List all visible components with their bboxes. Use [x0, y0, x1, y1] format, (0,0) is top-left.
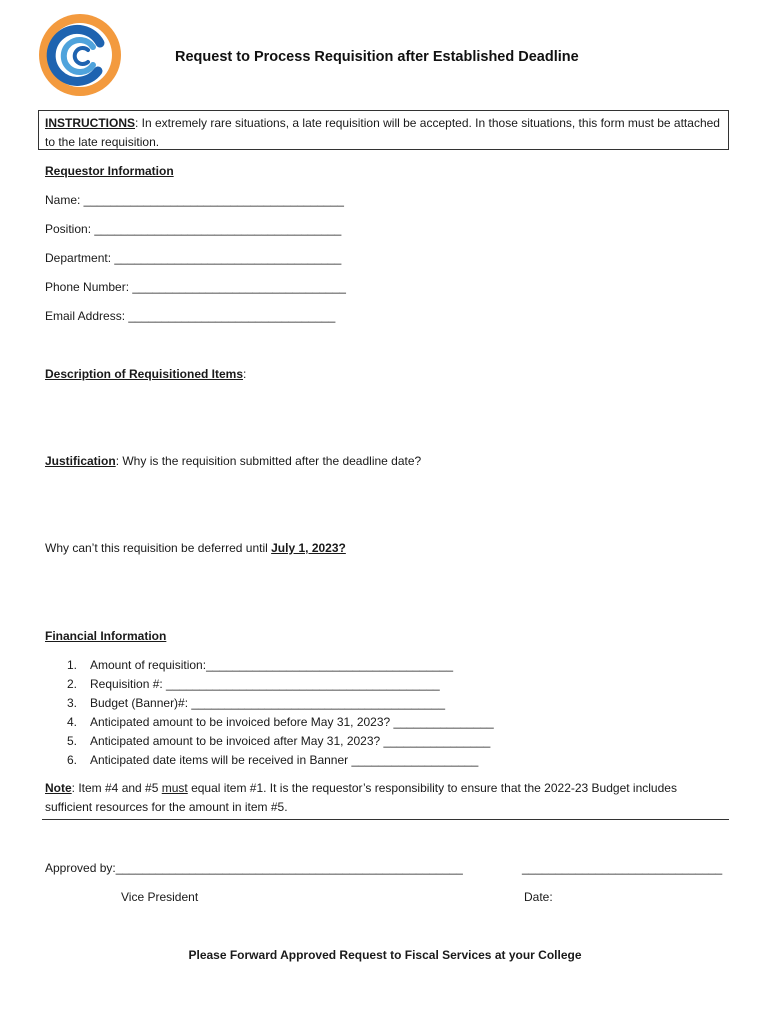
phone-field[interactable]: Phone Number: ________________________________ — [45, 280, 346, 294]
financial-item-num: 3. — [67, 696, 78, 710]
page-title: Request to Process Requisition after Established Deadline — [175, 49, 579, 65]
approved-by-field[interactable]: Approved by:____________________________________________________ — [45, 861, 463, 875]
justification-question: : Why is the requisition submitted after the deadline date? — [115, 454, 422, 468]
note-must: must — [161, 781, 188, 795]
note-label: Note — [45, 781, 72, 795]
description-heading: Description of Requisitioned Items — [45, 367, 244, 381]
instructions-box — [38, 110, 729, 150]
date-field[interactable]: ______________________________ — [522, 861, 723, 875]
description-suffix: : — [243, 367, 247, 381]
invoiced-after-field[interactable]: Anticipated amount to be invoiced after May 31, 2023? ________________ — [90, 734, 491, 748]
date-label: Date: — [524, 890, 553, 904]
deferral-line — [45, 541, 346, 555]
financial-heading: Financial Information — [45, 629, 167, 643]
invoiced-before-field[interactable]: Anticipated amount to be invoiced before May 31, 2023? _______________ — [90, 715, 494, 729]
requestor-heading: Requestor Information — [45, 164, 174, 178]
budget-banner-field[interactable]: Budget (Banner)#: ______________________________________ — [90, 696, 446, 710]
note-line-1 — [45, 781, 677, 795]
financial-item-num: 4. — [67, 715, 78, 729]
forward-instruction: Please Forward Approved Request to Fiscal Services at your College — [188, 948, 582, 962]
received-date-field[interactable]: Anticipated date items will be received in Banner ___________________ — [90, 753, 479, 767]
divider — [42, 819, 729, 820]
note-text-before: : Item #4 and #5 — [71, 781, 162, 795]
justification-line — [45, 454, 421, 468]
financial-item-num: 1. — [67, 658, 78, 672]
instructions-text: : In extremely rare situations, a late requisition will be accepted. In those situations, this form must be attached to the late requisition. — [45, 116, 720, 149]
position-field[interactable]: Position: _____________________________________ — [45, 222, 342, 236]
email-field[interactable]: Email Address: _______________________________ — [45, 309, 336, 323]
financial-item-num: 6. — [67, 753, 78, 767]
department-field[interactable]: Department: __________________________________ — [45, 251, 342, 265]
note-text-after: equal item #1. It is the requestor’s responsibility to ensure that the 2022-23 Budget includes — [187, 781, 677, 795]
justification-heading: Justification — [45, 454, 116, 468]
name-field[interactable]: Name: _______________________________________ — [45, 193, 344, 207]
requisition-number-field[interactable]: Requisition #: _________________________________________ — [90, 677, 440, 691]
description-line — [45, 367, 246, 381]
deferral-question: Why can’t this requisition be deferred until — [45, 541, 272, 555]
college-logo — [38, 13, 122, 97]
deferral-date: July 1, 2023? — [271, 541, 346, 555]
financial-item-num: 2. — [67, 677, 78, 691]
note-line-2: sufficient resources for the amount in item #5. — [45, 800, 288, 814]
instructions-label: INSTRUCTIONS — [45, 116, 135, 130]
vice-president-label: Vice President — [121, 890, 199, 904]
financial-item-num: 5. — [67, 734, 78, 748]
amount-field[interactable]: Amount of requisition:_____________________________________ — [90, 658, 453, 672]
